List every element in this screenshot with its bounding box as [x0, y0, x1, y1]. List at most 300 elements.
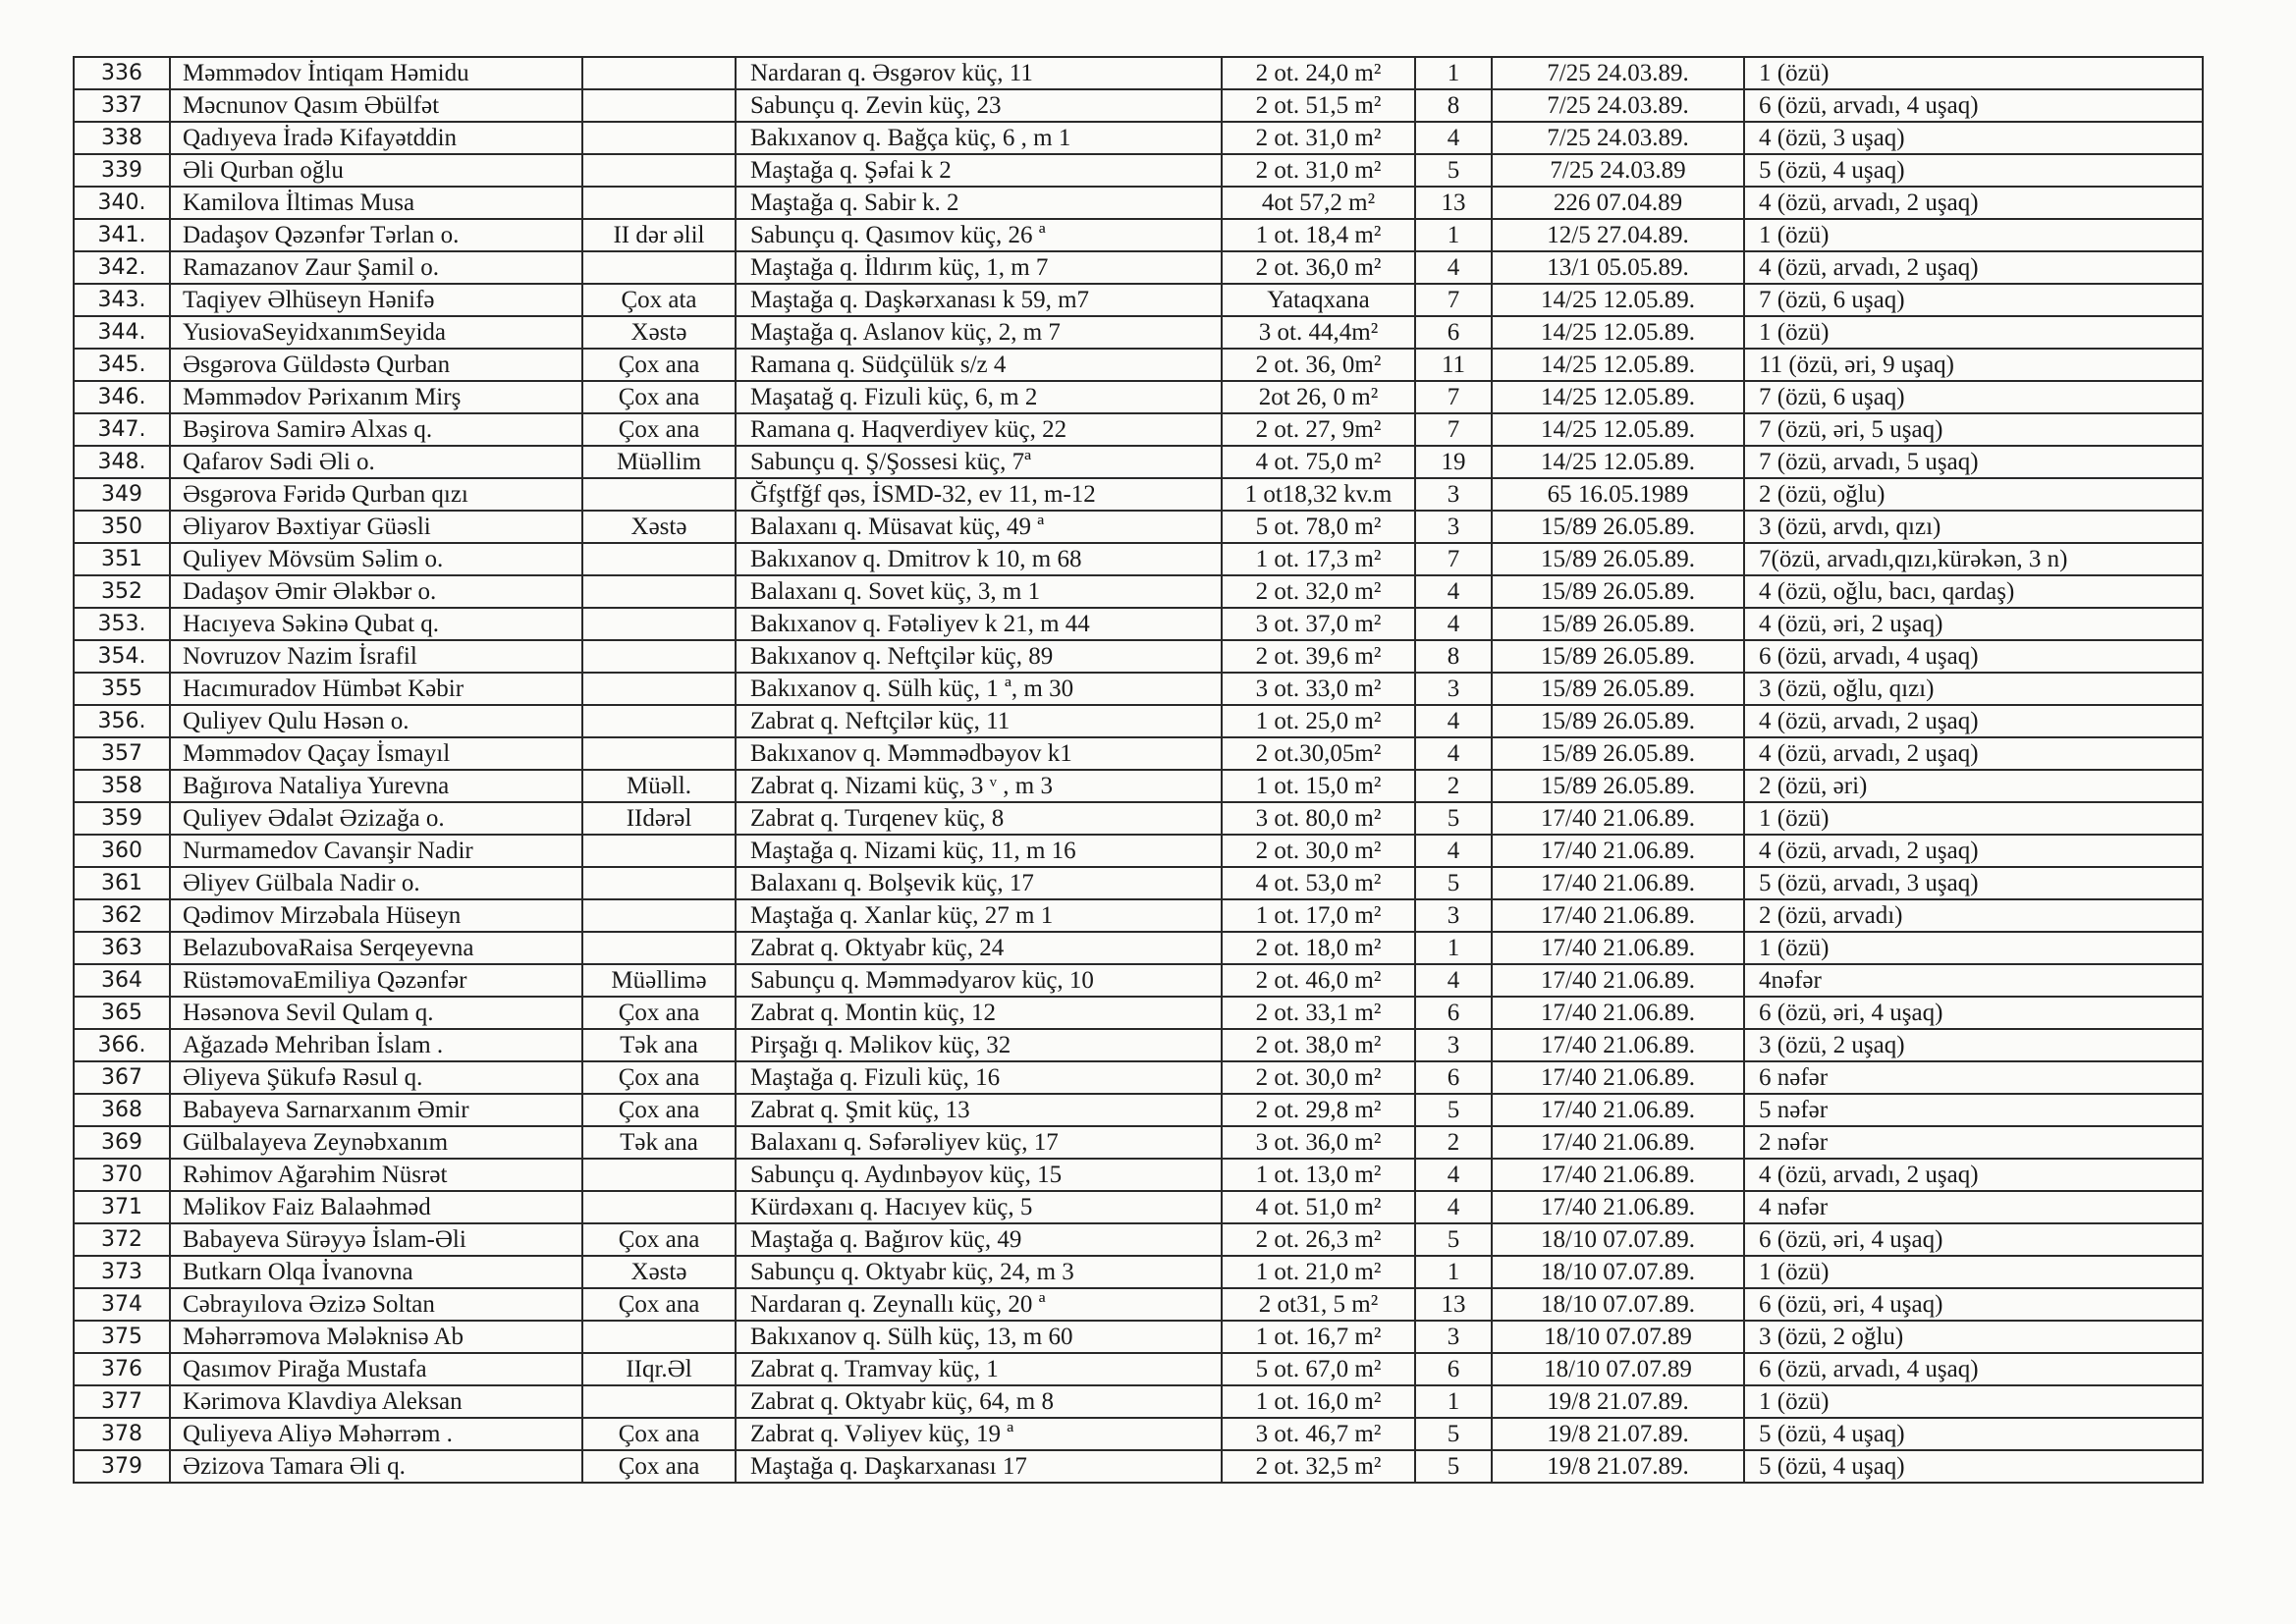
person-name: Kamilova İltimas Musa	[170, 187, 582, 219]
table-row	[74, 1191, 2203, 1223]
person-count: 3	[1415, 673, 1492, 705]
person-count: 1	[1415, 1385, 1492, 1418]
person-count: 13	[1415, 187, 1492, 219]
table-row	[74, 187, 2203, 219]
family-composition: 7 (özü, 6 uşaq)	[1744, 284, 2203, 316]
living-space: 3 ot. 36,0 m²	[1222, 1126, 1415, 1159]
table-row	[74, 251, 2203, 284]
person-name: Əsgərova Güldəstə Qurban	[170, 349, 582, 381]
order-date: 14/25 12.05.89.	[1492, 316, 1744, 349]
order-date: 17/40 21.06.89.	[1492, 1061, 1744, 1094]
address: Sabunçu q. Oktyabr küç, 24, m 3	[736, 1256, 1222, 1288]
person-count: 4	[1415, 964, 1492, 997]
housing-registry-table	[73, 56, 2204, 1484]
person-name: Məhərrəmova Mələknisə Ab	[170, 1321, 582, 1353]
address: Maştağa q. Daşkarxanası 17	[736, 1450, 1222, 1483]
address: Balaxanı q. Səfərəliyev küç, 17	[736, 1126, 1222, 1159]
category: IIdərəl	[582, 802, 736, 835]
row-number: 370	[74, 1159, 170, 1191]
person-count: 2	[1415, 770, 1492, 802]
category: Çox ana	[582, 381, 736, 413]
category	[582, 89, 736, 122]
row-number: 349	[74, 478, 170, 511]
living-space: 1 ot. 13,0 m²	[1222, 1159, 1415, 1191]
living-space: 3 ot. 46,7 m²	[1222, 1418, 1415, 1450]
row-number: 365	[74, 997, 170, 1029]
address: Maşatağ q. Fizuli küç, 6, m 2	[736, 381, 1222, 413]
family-composition: 6 (özü, arvadı, 4 uşaq)	[1744, 89, 2203, 122]
address: Maştağa q. Daşkərxanası k 59, m7	[736, 284, 1222, 316]
category	[582, 737, 736, 770]
row-number: 343.	[74, 284, 170, 316]
living-space: 1 ot. 15,0 m²	[1222, 770, 1415, 802]
order-date: 18/10 07.07.89.	[1492, 1256, 1744, 1288]
person-name: Ağazadə Mehriban İslam .	[170, 1029, 582, 1061]
table-row	[74, 867, 2203, 899]
row-number: 337	[74, 89, 170, 122]
person-count: 4	[1415, 575, 1492, 608]
family-composition: 3 (özü, 2 oğlu)	[1744, 1321, 2203, 1353]
person-count: 19	[1415, 446, 1492, 478]
table-row	[74, 1061, 2203, 1094]
person-count: 3	[1415, 1321, 1492, 1353]
row-number: 362	[74, 899, 170, 932]
living-space: 3 ot. 44,4m²	[1222, 316, 1415, 349]
address: Bakıxanov q. Bağça küç, 6 , m 1	[736, 122, 1222, 154]
person-name: Məmmədov Qaçay İsmayıl	[170, 737, 582, 770]
order-date: 17/40 21.06.89.	[1492, 1159, 1744, 1191]
table-row	[74, 1223, 2203, 1256]
person-name: Qasımov Pirağa Mustafa	[170, 1353, 582, 1385]
person-count: 8	[1415, 640, 1492, 673]
table-row	[74, 543, 2203, 575]
family-composition: 4 (özü, oğlu, bacı, qardaş)	[1744, 575, 2203, 608]
order-date: 17/40 21.06.89.	[1492, 802, 1744, 835]
address: Ramana q. Haqverdiyev küç, 22	[736, 413, 1222, 446]
table-row	[74, 1288, 2203, 1321]
living-space: 4 ot. 53,0 m²	[1222, 867, 1415, 899]
table-row	[74, 284, 2203, 316]
living-space: 2 ot. 30,0 m²	[1222, 1061, 1415, 1094]
table-row	[74, 446, 2203, 478]
category: Çox ana	[582, 1418, 736, 1450]
category: Çox ana	[582, 413, 736, 446]
order-date: 15/89 26.05.89.	[1492, 543, 1744, 575]
address: Bakıxanov q. Məmmədbəyov k1	[736, 737, 1222, 770]
table-row	[74, 1450, 2203, 1483]
category: IIqr.Əl	[582, 1353, 736, 1385]
order-date: 17/40 21.06.89.	[1492, 997, 1744, 1029]
category	[582, 608, 736, 640]
category	[582, 705, 736, 737]
living-space: 1 ot. 18,4 m²	[1222, 219, 1415, 251]
address: Maştağa q. Nizami küç, 11, m 16	[736, 835, 1222, 867]
address: Zabrat q. Nizami küç, 3 ᵛ , m 3	[736, 770, 1222, 802]
living-space: 4 ot. 75,0 m²	[1222, 446, 1415, 478]
document-page	[73, 56, 2202, 1484]
family-composition: 11 (özü, əri, 9 uşaq)	[1744, 349, 2203, 381]
person-count: 4	[1415, 608, 1492, 640]
living-space: 5 ot. 67,0 m²	[1222, 1353, 1415, 1385]
person-name: Əliyeva Şükufə Rəsul q.	[170, 1061, 582, 1094]
family-composition: 2 (özü, oğlu)	[1744, 478, 2203, 511]
family-composition: 7 (özü, arvadı, 5 uşaq)	[1744, 446, 2203, 478]
order-date: 15/89 26.05.89.	[1492, 640, 1744, 673]
category: Çox ana	[582, 1061, 736, 1094]
category	[582, 251, 736, 284]
person-count: 6	[1415, 1061, 1492, 1094]
address: Maştağa q. Xanlar küç, 27 m 1	[736, 899, 1222, 932]
person-count: 13	[1415, 1288, 1492, 1321]
address: Maştağa q. Fizuli küç, 16	[736, 1061, 1222, 1094]
order-date: 14/25 12.05.89.	[1492, 381, 1744, 413]
category: Müəllimə	[582, 964, 736, 997]
family-composition: 1 (özü)	[1744, 57, 2203, 89]
address: Zabrat q. Oktyabr küç, 24	[736, 932, 1222, 964]
family-composition: 4 (özü, arvadı, 2 uşaq)	[1744, 835, 2203, 867]
address: Pirşağı q. Məlikov küç, 32	[736, 1029, 1222, 1061]
table-row	[74, 1126, 2203, 1159]
address: Sabunçu q. Zevin küç, 23	[736, 89, 1222, 122]
person-name: Quliyeva Aliyə Məhərrəm .	[170, 1418, 582, 1450]
family-composition: 1 (özü)	[1744, 316, 2203, 349]
family-composition: 7 (özü, 6 uşaq)	[1744, 381, 2203, 413]
living-space: 3 ot. 33,0 m²	[1222, 673, 1415, 705]
order-date: 15/89 26.05.89.	[1492, 770, 1744, 802]
category	[582, 1159, 736, 1191]
family-composition: 6 (özü, əri, 4 uşaq)	[1744, 1288, 2203, 1321]
person-name: Dadaşov Qəzənfər Tərlan o.	[170, 219, 582, 251]
order-date: 7/25 24.03.89.	[1492, 122, 1744, 154]
living-space: 2 ot. 24,0 m²	[1222, 57, 1415, 89]
row-number: 367	[74, 1061, 170, 1094]
family-composition: 3 (özü, arvdı, qızı)	[1744, 511, 2203, 543]
living-space: 2 ot. 39,6 m²	[1222, 640, 1415, 673]
address: Nardaran q. Zeynallı küç, 20 ª	[736, 1288, 1222, 1321]
row-number: 368	[74, 1094, 170, 1126]
row-number: 371	[74, 1191, 170, 1223]
order-date: 7/25 24.03.89	[1492, 154, 1744, 187]
row-number: 345.	[74, 349, 170, 381]
person-count: 4	[1415, 251, 1492, 284]
row-number: 360	[74, 835, 170, 867]
person-count: 11	[1415, 349, 1492, 381]
family-composition: 6 (özü, əri, 4 uşaq)	[1744, 1223, 2203, 1256]
living-space: 2 ot. 46,0 m²	[1222, 964, 1415, 997]
person-count: 1	[1415, 932, 1492, 964]
living-space: 1 ot. 21,0 m²	[1222, 1256, 1415, 1288]
living-space: 2 ot. 38,0 m²	[1222, 1029, 1415, 1061]
row-number: 348.	[74, 446, 170, 478]
category: Xəstə	[582, 511, 736, 543]
family-composition: 7 (özü, əri, 5 uşaq)	[1744, 413, 2203, 446]
row-number: 350	[74, 511, 170, 543]
table-row	[74, 1353, 2203, 1385]
living-space: 2 ot. 31,0 m²	[1222, 154, 1415, 187]
person-name: Quliyev Qulu Həsən o.	[170, 705, 582, 737]
person-count: 7	[1415, 284, 1492, 316]
category	[582, 57, 736, 89]
living-space: 4ot 57,2 m²	[1222, 187, 1415, 219]
person-name: Hacıyeva Səkinə Qubat q.	[170, 608, 582, 640]
living-space: 2 ot. 36,0 m²	[1222, 251, 1415, 284]
table-row	[74, 835, 2203, 867]
person-name: Məcnunov Qasım Əbülfət	[170, 89, 582, 122]
living-space: 2 ot. 27, 9m²	[1222, 413, 1415, 446]
family-composition: 6 (özü, əri, 4 uşaq)	[1744, 997, 2203, 1029]
address: Balaxanı q. Müsavat küç, 49 ª	[736, 511, 1222, 543]
person-name: Məlikov Faiz Balaəhməd	[170, 1191, 582, 1223]
person-name: Dadaşov Əmir Ələkbər o.	[170, 575, 582, 608]
person-count: 6	[1415, 997, 1492, 1029]
family-composition: 4 nəfər	[1744, 1191, 2203, 1223]
order-date: 17/40 21.06.89.	[1492, 1029, 1744, 1061]
row-number: 376	[74, 1353, 170, 1385]
family-composition: 2 (özü, arvadı)	[1744, 899, 2203, 932]
row-number: 354.	[74, 640, 170, 673]
table-row	[74, 316, 2203, 349]
row-number: 379	[74, 1450, 170, 1483]
address: Zabrat q. Vəliyev küç, 19 ª	[736, 1418, 1222, 1450]
order-date: 17/40 21.06.89.	[1492, 899, 1744, 932]
person-count: 4	[1415, 122, 1492, 154]
table-row	[74, 1418, 2203, 1450]
person-name: Babayeva Sarnarxanım Əmir	[170, 1094, 582, 1126]
category: Çox ana	[582, 997, 736, 1029]
family-composition: 5 (özü, 4 uşaq)	[1744, 154, 2203, 187]
category	[582, 867, 736, 899]
table-row	[74, 575, 2203, 608]
family-composition: 3 (özü, 2 uşaq)	[1744, 1029, 2203, 1061]
address: Maştağa q. Şəfai k 2	[736, 154, 1222, 187]
person-name: Əsgərova Fəridə Qurban qızı	[170, 478, 582, 511]
family-composition: 6 nəfər	[1744, 1061, 2203, 1094]
order-date: 18/10 07.07.89.	[1492, 1223, 1744, 1256]
category: Tək ana	[582, 1029, 736, 1061]
person-name: Hacımuradov Hümbət Kəbir	[170, 673, 582, 705]
category	[582, 1385, 736, 1418]
table-row	[74, 349, 2203, 381]
living-space: 2ot 26, 0 m²	[1222, 381, 1415, 413]
person-count: 4	[1415, 1191, 1492, 1223]
address: Zabrat q. Neftçilər küç, 11	[736, 705, 1222, 737]
table-row	[74, 802, 2203, 835]
row-number: 378	[74, 1418, 170, 1450]
order-date: 226 07.04.89	[1492, 187, 1744, 219]
row-number: 363	[74, 932, 170, 964]
person-count: 5	[1415, 1094, 1492, 1126]
person-count: 1	[1415, 1256, 1492, 1288]
row-number: 336	[74, 57, 170, 89]
row-number: 364	[74, 964, 170, 997]
order-date: 17/40 21.06.89.	[1492, 964, 1744, 997]
address: Ramana q. Südçülük s/z 4	[736, 349, 1222, 381]
person-name: Məmmədov Pərixanım Mirş	[170, 381, 582, 413]
row-number: 359	[74, 802, 170, 835]
address: Zabrat q. Turqenev küç, 8	[736, 802, 1222, 835]
family-composition: 5 nəfər	[1744, 1094, 2203, 1126]
living-space: 1 ot. 17,0 m²	[1222, 899, 1415, 932]
person-count: 1	[1415, 57, 1492, 89]
family-composition: 4 (özü, arvadı, 2 uşaq)	[1744, 737, 2203, 770]
person-name: Əli Qurban oğlu	[170, 154, 582, 187]
row-number: 344.	[74, 316, 170, 349]
person-name: Məmmədov İntiqam Həmidu	[170, 57, 582, 89]
person-name: Taqiyev Əlhüseyn Hənifə	[170, 284, 582, 316]
person-name: RüstəmovaEmiliya Qəzənfər	[170, 964, 582, 997]
person-count: 5	[1415, 867, 1492, 899]
row-number: 347.	[74, 413, 170, 446]
table-row	[74, 1385, 2203, 1418]
category: Müəllim	[582, 446, 736, 478]
person-name: Əliyev Gülbala Nadir o.	[170, 867, 582, 899]
family-composition: 2 (özü, əri)	[1744, 770, 2203, 802]
row-number: 358	[74, 770, 170, 802]
address: Sabunçu q. Məmmədyarov küç, 10	[736, 964, 1222, 997]
person-name: Butkarn Olqa İvanovna	[170, 1256, 582, 1288]
category	[582, 932, 736, 964]
row-number: 346.	[74, 381, 170, 413]
row-number: 373	[74, 1256, 170, 1288]
address: Balaxanı q. Sovet küç, 3, m 1	[736, 575, 1222, 608]
row-number: 341.	[74, 219, 170, 251]
address: Kürdəxanı q. Hacıyev küç, 5	[736, 1191, 1222, 1223]
person-count: 8	[1415, 89, 1492, 122]
row-number: 375	[74, 1321, 170, 1353]
table-body	[74, 57, 2203, 1483]
order-date: 19/8 21.07.89.	[1492, 1418, 1744, 1450]
category	[582, 575, 736, 608]
living-space: 2 ot. 51,5 m²	[1222, 89, 1415, 122]
table-row	[74, 932, 2203, 964]
category	[582, 673, 736, 705]
person-name: Nurmamedov Cavanşir Nadir	[170, 835, 582, 867]
person-name: Qafarov Sədi Əli o.	[170, 446, 582, 478]
row-number: 357	[74, 737, 170, 770]
person-count: 4	[1415, 737, 1492, 770]
living-space: 2 ot. 33,1 m²	[1222, 997, 1415, 1029]
person-count: 6	[1415, 316, 1492, 349]
order-date: 15/89 26.05.89.	[1492, 511, 1744, 543]
living-space: 3 ot. 37,0 m²	[1222, 608, 1415, 640]
living-space: 1 ot. 17,3 m²	[1222, 543, 1415, 575]
living-space: 4 ot. 51,0 m²	[1222, 1191, 1415, 1223]
order-date: 12/5 27.04.89.	[1492, 219, 1744, 251]
order-date: 65 16.05.1989	[1492, 478, 1744, 511]
category	[582, 154, 736, 187]
family-composition: 1 (özü)	[1744, 802, 2203, 835]
address: Nardaran q. Əsgərov küç, 11	[736, 57, 1222, 89]
family-composition: 7(özü, arvadı,qızı,kürəkən, 3 n)	[1744, 543, 2203, 575]
living-space: 2 ot. 32,0 m²	[1222, 575, 1415, 608]
category: Çox ata	[582, 284, 736, 316]
table-row	[74, 154, 2203, 187]
category: Müəll.	[582, 770, 736, 802]
address: Sabunçu q. Ş/Şossesi küç, 7ª	[736, 446, 1222, 478]
living-space: 3 ot. 80,0 m²	[1222, 802, 1415, 835]
row-number: 369	[74, 1126, 170, 1159]
category	[582, 640, 736, 673]
address: Sabunçu q. Qasımov küç, 26 ª	[736, 219, 1222, 251]
person-name: YusiovaSeyidxanımSeyida	[170, 316, 582, 349]
person-name: Cəbrayılova Əzizə Soltan	[170, 1288, 582, 1321]
address: Bakıxanov q. Sülh küç, 1 ª, m 30	[736, 673, 1222, 705]
person-count: 7	[1415, 543, 1492, 575]
order-date: 15/89 26.05.89.	[1492, 737, 1744, 770]
order-date: 7/25 24.03.89.	[1492, 57, 1744, 89]
row-number: 366.	[74, 1029, 170, 1061]
family-composition: 5 (özü, 4 uşaq)	[1744, 1450, 2203, 1483]
person-name: BelazubovaRaisa Serqeyevna	[170, 932, 582, 964]
table-row	[74, 997, 2203, 1029]
address: Bakıxanov q. Sülh küç, 13, m 60	[736, 1321, 1222, 1353]
person-count: 3	[1415, 1029, 1492, 1061]
order-date: 15/89 26.05.89.	[1492, 608, 1744, 640]
living-space: 5 ot. 78,0 m²	[1222, 511, 1415, 543]
row-number: 374	[74, 1288, 170, 1321]
table-row	[74, 899, 2203, 932]
category	[582, 478, 736, 511]
order-date: 17/40 21.06.89.	[1492, 1126, 1744, 1159]
family-composition: 1 (özü)	[1744, 932, 2203, 964]
living-space: 2 ot. 18,0 m²	[1222, 932, 1415, 964]
family-composition: 5 (özü, 4 uşaq)	[1744, 1418, 2203, 1450]
address: Zabrat q. Oktyabr küç, 64, m 8	[736, 1385, 1222, 1418]
row-number: 372	[74, 1223, 170, 1256]
table-row	[74, 122, 2203, 154]
living-space: 2 ot. 32,5 m²	[1222, 1450, 1415, 1483]
address: Bakıxanov q. Neftçilər küç, 89	[736, 640, 1222, 673]
category	[582, 835, 736, 867]
table-row	[74, 1029, 2203, 1061]
category	[582, 122, 736, 154]
category: Xəstə	[582, 316, 736, 349]
category: Tək ana	[582, 1126, 736, 1159]
person-name: Quliyev Ədalət Əzizağa o.	[170, 802, 582, 835]
family-composition: 4nəfər	[1744, 964, 2203, 997]
family-composition: 4 (özü, 3 uşaq)	[1744, 122, 2203, 154]
order-date: 19/8 21.07.89.	[1492, 1385, 1744, 1418]
row-number: 339	[74, 154, 170, 187]
person-count: 3	[1415, 478, 1492, 511]
row-number: 361	[74, 867, 170, 899]
living-space: 2 ot. 29,8 m²	[1222, 1094, 1415, 1126]
person-name: Qadıyeva İradə Kifayətddin	[170, 122, 582, 154]
person-count: 3	[1415, 899, 1492, 932]
address: Bakıxanov q. Dmitrov k 10, m 68	[736, 543, 1222, 575]
table-row	[74, 705, 2203, 737]
category: Çox ana	[582, 349, 736, 381]
person-name: Qədimov Mirzəbala Hüseyn	[170, 899, 582, 932]
order-date: 17/40 21.06.89.	[1492, 867, 1744, 899]
category	[582, 187, 736, 219]
person-name: Rəhimov Ağarəhim Nüsrət	[170, 1159, 582, 1191]
table-row	[74, 219, 2203, 251]
table-row	[74, 964, 2203, 997]
person-count: 6	[1415, 1353, 1492, 1385]
person-name: Bəşirova Samirə Alxas q.	[170, 413, 582, 446]
living-space: 1 ot. 25,0 m²	[1222, 705, 1415, 737]
person-count: 5	[1415, 802, 1492, 835]
row-number: 352	[74, 575, 170, 608]
living-space: 1 ot18,32 kv.m	[1222, 478, 1415, 511]
address: Bakıxanov q. Fətəliyev k 21, m 44	[736, 608, 1222, 640]
family-composition: 4 (özü, arvadı, 2 uşaq)	[1744, 251, 2203, 284]
order-date: 14/25 12.05.89.	[1492, 349, 1744, 381]
person-name: Əliyarov Bəxtiyar Güəsli	[170, 511, 582, 543]
order-date: 19/8 21.07.89.	[1492, 1450, 1744, 1483]
family-composition: 4 (özü, arvadı, 2 uşaq)	[1744, 705, 2203, 737]
